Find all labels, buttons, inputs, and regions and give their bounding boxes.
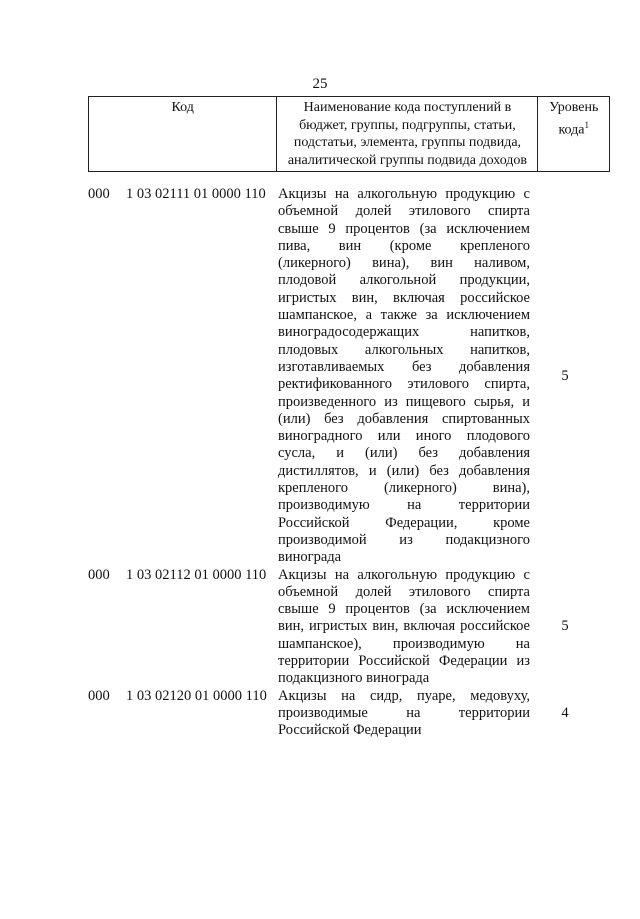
admin-code: 000 <box>88 687 110 704</box>
level-value: 5 <box>561 618 569 635</box>
level-cell <box>530 186 600 567</box>
level-cell <box>530 688 600 740</box>
header-code: Код <box>89 97 277 172</box>
admin-code: 000 <box>88 186 110 202</box>
header-level: Уровень кода <box>549 100 599 138</box>
table-row <box>0 567 640 688</box>
revenue-name: Акцизы на алкогольную продукцию с объемной долей этилового спирта свыше 9 процентов (за исключением пива, вин (кроме крепленого (ликерного) вина), вин наливом, плодовой алкогольной продукции, игристых вин, включая российское шампанское, а также за исключением виноградосодержащих напитков, плодовых алкогольных напитков, изготавливаемых без добавления ректификованного этилового спирта, произведенного из пищевого сырья, и (или) без добавления спиртованных виноградного или иного плодового сусла, и (или) без добавления дистиллятов, и (или) без добавления крепленого (ликерного) вина), производимую на территории Российской Федерации, кроме производимой из подакцизного винограда <box>278 186 530 566</box>
revenue-code: 1 03 02112 01 0000 110 <box>126 566 267 583</box>
header-level-cell <box>538 97 610 172</box>
revenue-code: 1 03 02120 01 0000 110 <box>126 687 267 704</box>
revenue-name: Акцизы на сидр, пуаре, медовуху, производимые на территории Российской Федерации <box>278 687 530 739</box>
revenue-code: 1 03 02111 01 0000 110 <box>126 186 266 202</box>
level-value: 5 <box>561 367 569 384</box>
admin-code: 000 <box>88 566 110 583</box>
header-level-footnote: 1 <box>584 119 589 130</box>
table-row <box>0 688 640 740</box>
page-number: 25 <box>312 76 328 92</box>
header-row <box>89 97 610 172</box>
table-header <box>88 96 610 172</box>
level-value: 4 <box>561 704 569 721</box>
table-row <box>0 186 640 567</box>
header-name: Наименование кода поступлений в бюджет, группы, подгруппы, статьи, подстатьи, элемента, группы подвида, аналитической группы подвида доходов <box>277 97 538 172</box>
level-cell <box>530 567 600 688</box>
revenue-name: Акцизы на алкогольную продукцию с объемной долей этилового спирта свыше 9 процентов (за исключением вин, игристых вин, включая российское шампанское), производимую на территории Российской Федерации из подакцизного винограда <box>278 566 530 687</box>
table-body <box>0 186 640 740</box>
